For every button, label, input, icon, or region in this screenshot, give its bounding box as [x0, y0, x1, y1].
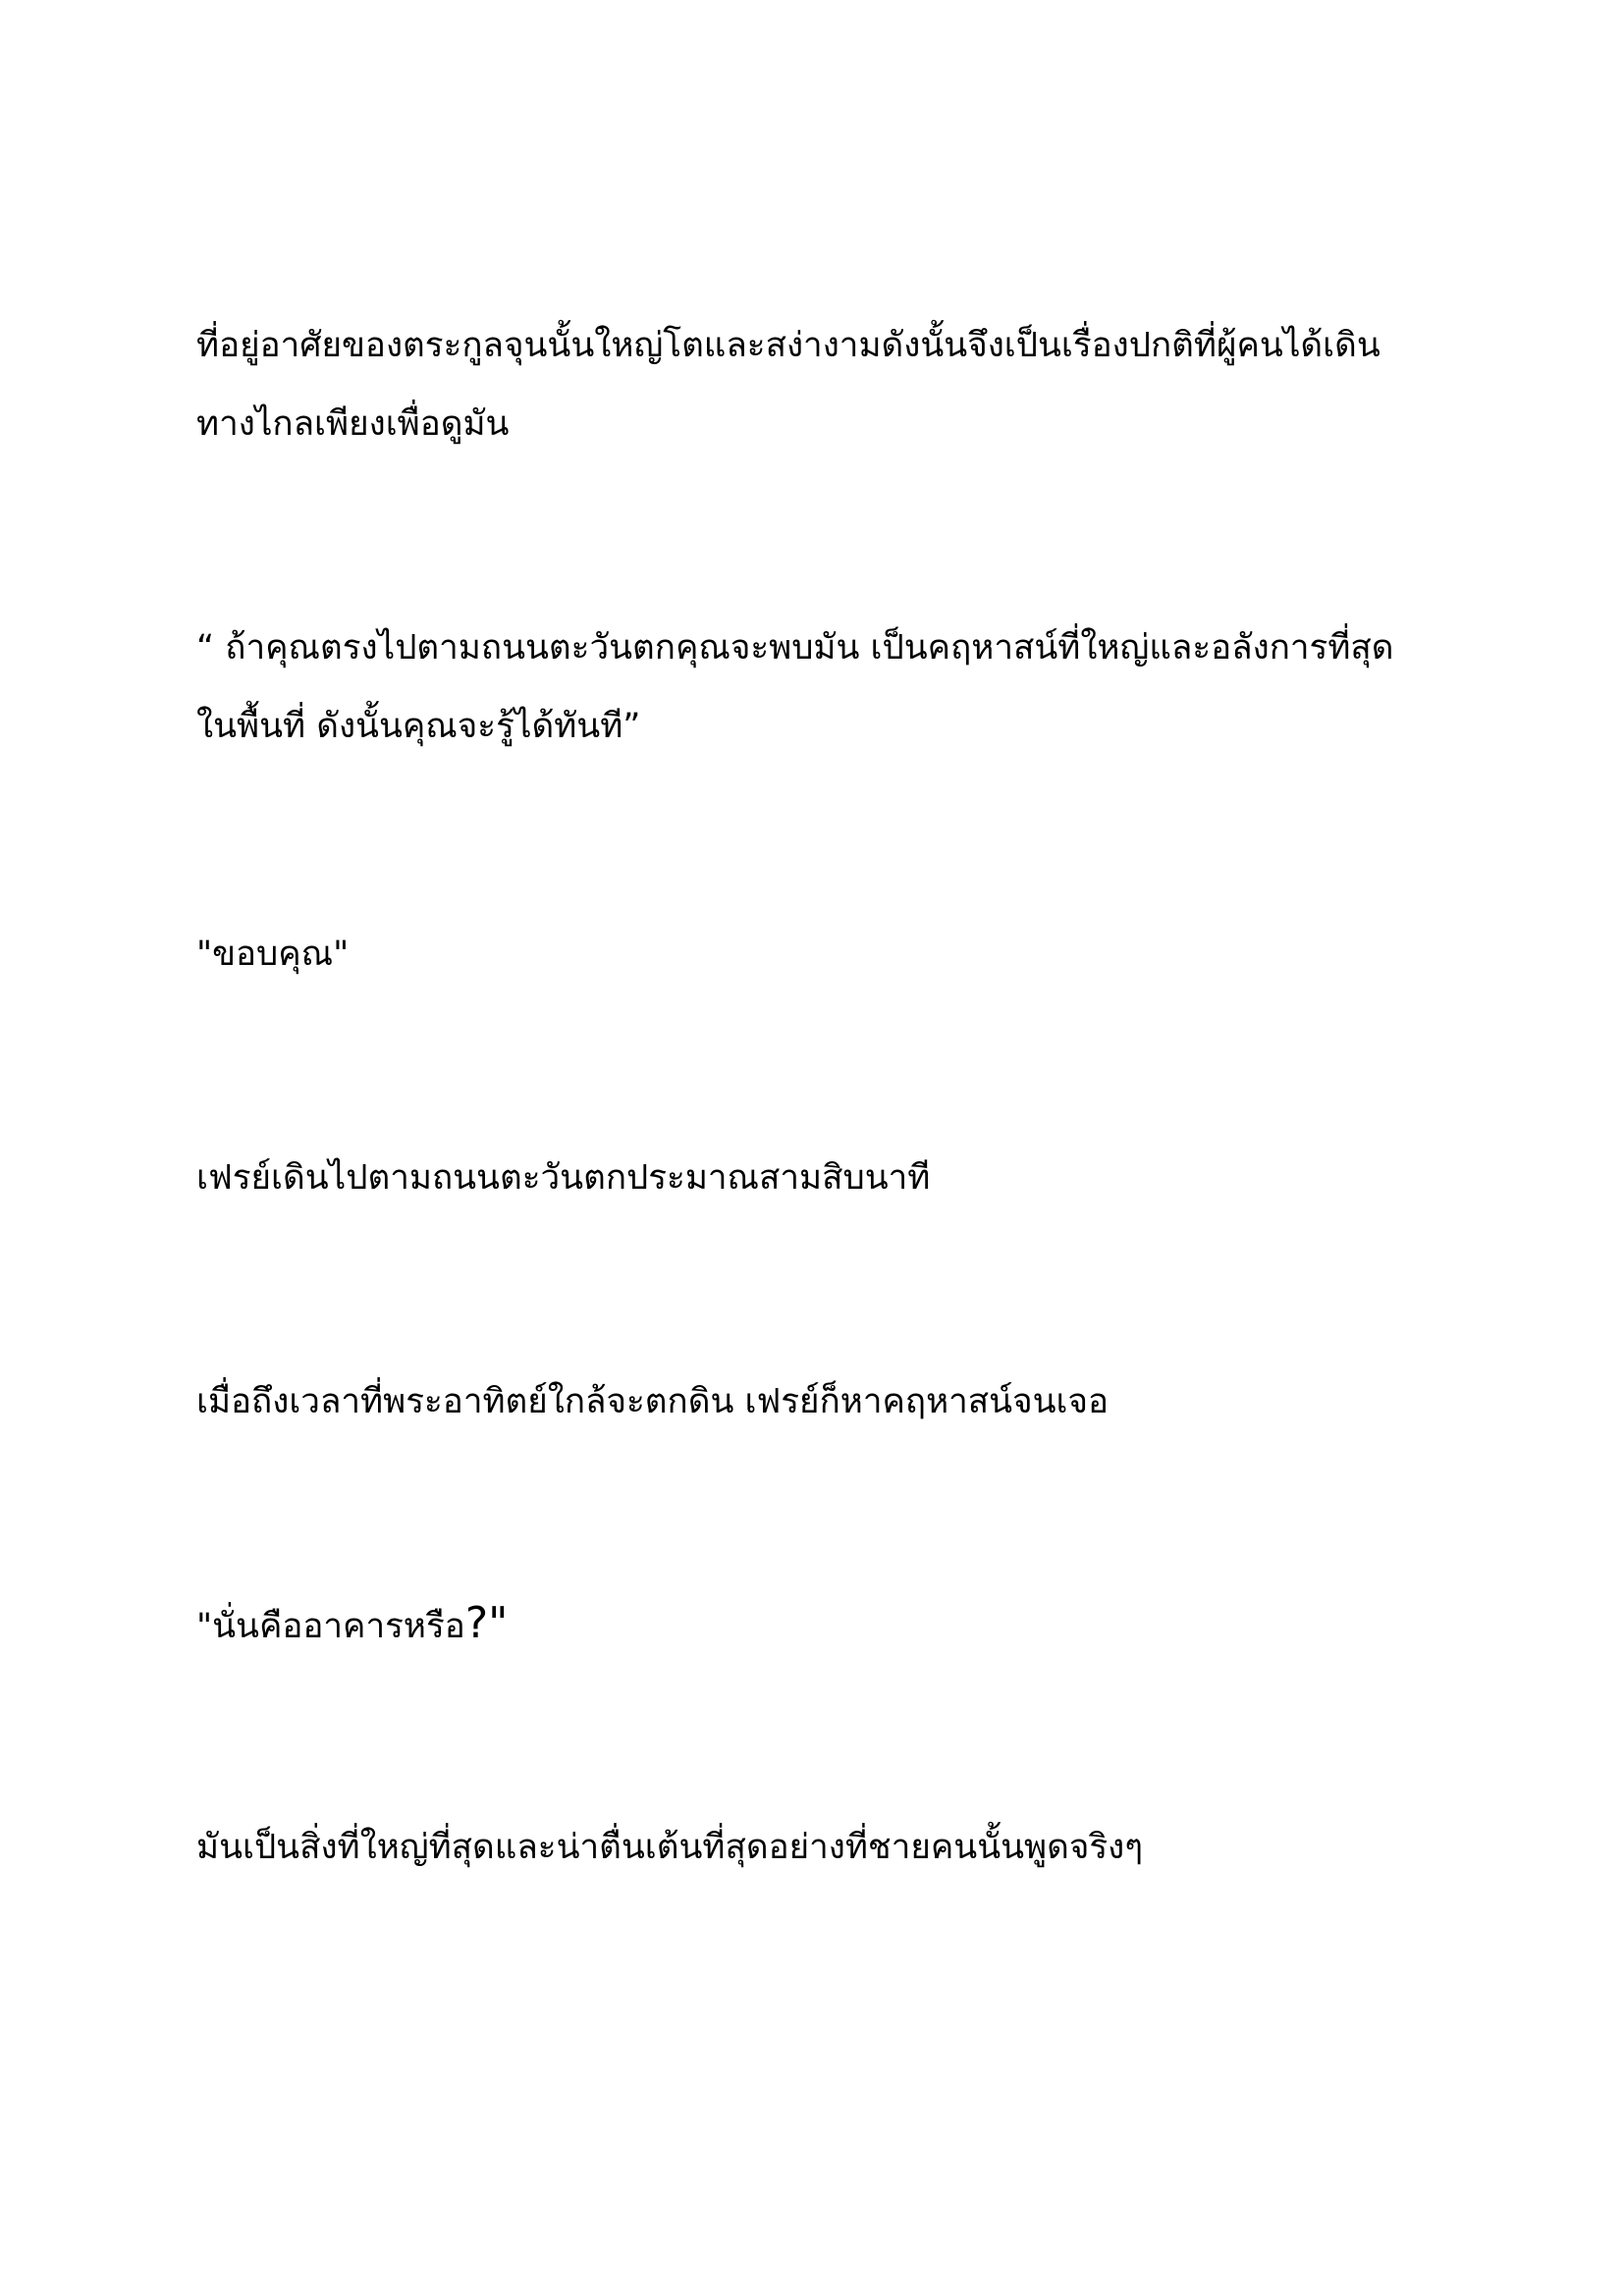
question-mark: ?" — [464, 1598, 509, 1648]
text-line — [196, 1584, 1434, 1666]
paragraph-sunset — [196, 1362, 1434, 1441]
paragraph-thanks — [196, 915, 1434, 993]
paragraph-directions-quote — [196, 609, 1434, 766]
text-line: ที่อยู่อาศัยของตระกูลจุนนั้นใหญ่โตและสง่างามดังนั้นจึงเป็นเรื่องปกติที่ผู้คนได้เดิน — [196, 326, 1380, 365]
text-line: ทางไกลเพียงเพื่อดูมัน — [196, 404, 510, 444]
text-line: "ขอบคุณ" — [196, 934, 350, 974]
paragraph-largest — [196, 1808, 1434, 1887]
text-line: เฟรย์เดินไปตามถนนตะวันตกประมาณสามสิบนาที — [196, 1158, 931, 1198]
paragraph-residence — [196, 306, 1434, 463]
text-line: “ ถ้าคุณตรงไปตามถนนตะวันตกคุณจะพบมัน เป็นคฤหาสน์ที่ใหญ่และอลังการที่สุด — [196, 628, 1394, 667]
text-line: มันเป็นสิ่งที่ใหญ่ที่สุดและน่าตื่นเต้นที่สุดอย่างที่ชายคนนั้นพูดจริงๆ — [196, 1828, 1144, 1867]
paragraph-walk-west — [196, 1139, 1434, 1217]
question-text: "นั่นคืออาคารหรือ — [196, 1607, 465, 1646]
text-line: เมื่อถึงเวลาที่พระอาทิตย์ใกล้จะตกดิน เฟรย์ก็หาคฤหาสน์จนเจอ — [196, 1382, 1110, 1421]
paragraph-building-question — [196, 1584, 1434, 1666]
text-line: ในพื้นที่ ดังนั้นคุณจะรู้ได้ทันที” — [196, 707, 641, 746]
